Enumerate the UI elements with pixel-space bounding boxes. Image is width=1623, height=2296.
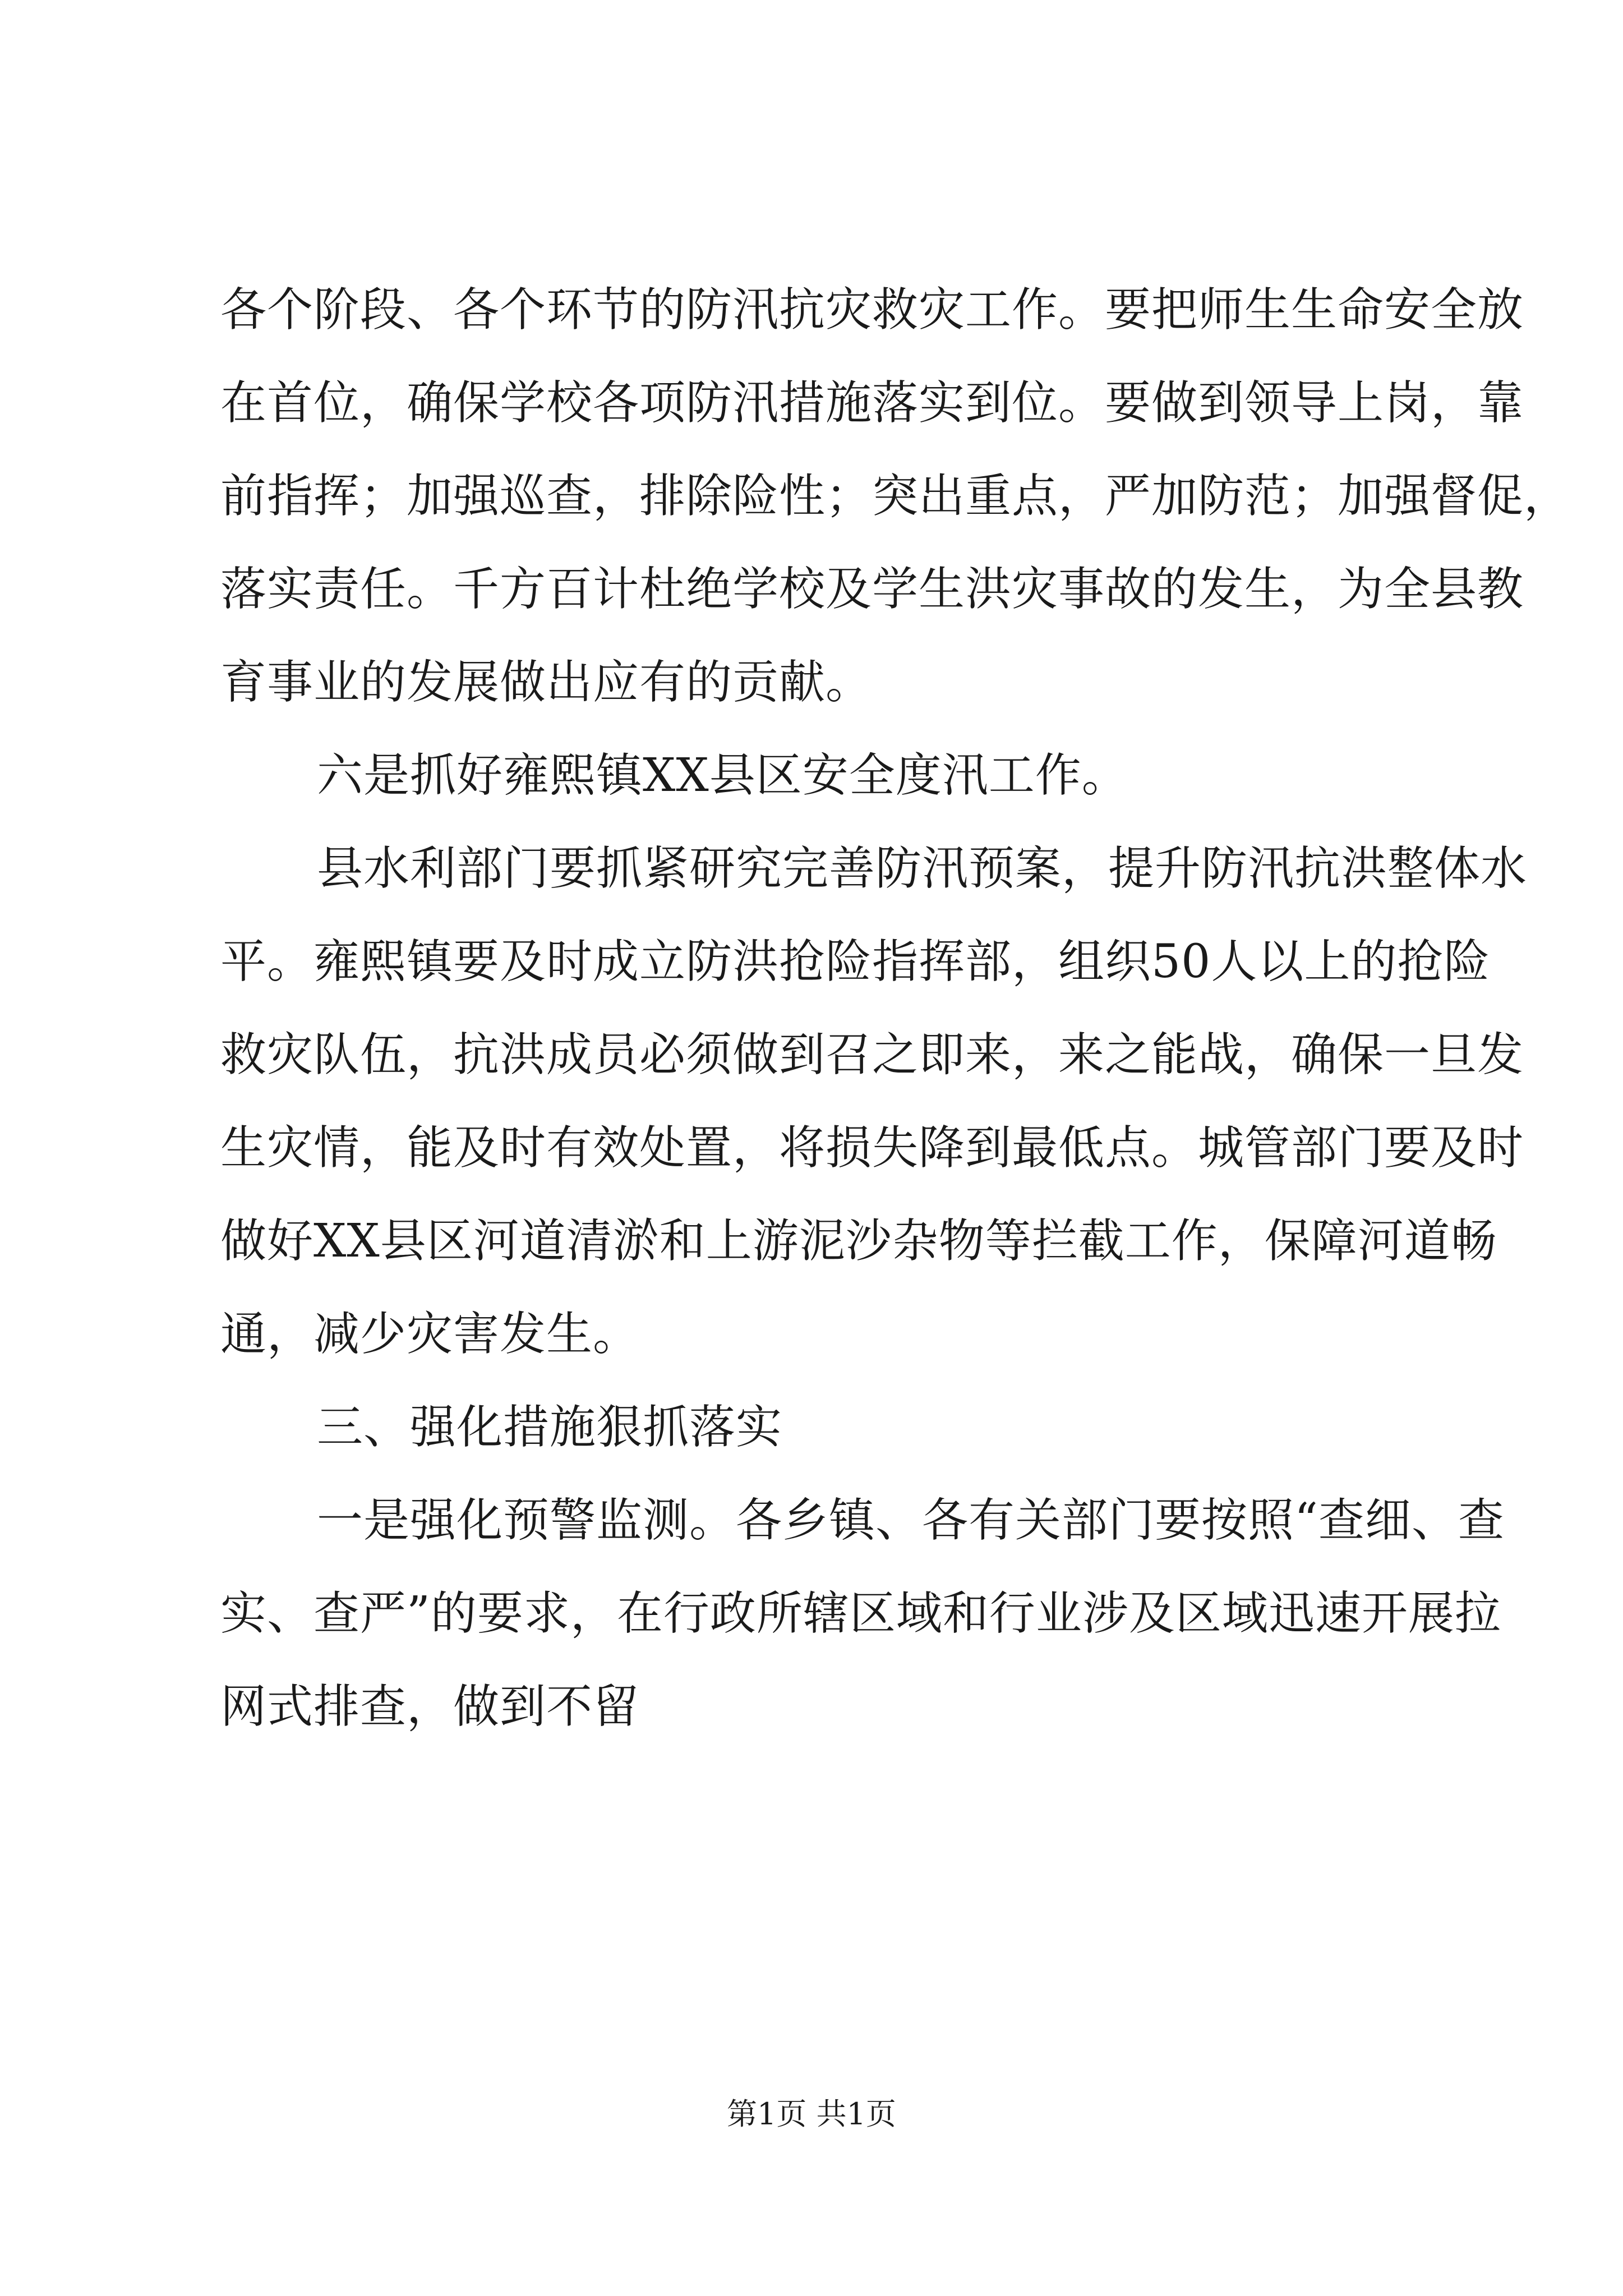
text-line: 救灾队伍，抗洪成员必须做到召之即来，来之能战，确保一旦发 [220, 1028, 1524, 1082]
text-line: 落实责任。千方百计杜绝学校及学生洪灾事故的发生，为全县教 [220, 563, 1524, 616]
text-line: 平。雍熙镇要及时成立防洪抢险指挥部，组织50人以上的抢险 [220, 935, 1491, 988]
text-line: 通，减少灾害发生。 [220, 1308, 640, 1361]
text-line: 网式排查，做到不留 [220, 1680, 640, 1733]
text-line: 在首位，确保学校各项防汛措施落实到位。要做到领导上岗，靠 [220, 376, 1524, 430]
body-text [220, 264, 1571, 1754]
text-line: 前指挥；加强巡查，排除险性；突出重点，严加防范；加强督促， [220, 470, 1571, 523]
paragraph-heading: 六是抓好雍熙镇XX县区安全度汛工作。 [317, 749, 1128, 802]
text-line: 一是强化预警监测。各乡镇、各有关部门要按照“查细、查 [317, 1494, 1505, 1547]
text-line: 做好XX县区河道清淤和上游泥沙杂物等拦截工作，保障河道畅 [220, 1214, 1497, 1268]
section-heading: 三、强化措施狠抓落实 [317, 1401, 783, 1454]
text-line: 各个阶段、各个环节的防汛抗灾救灾工作。要把师生生命安全放 [220, 283, 1524, 337]
text-line: 生灾情，能及时有效处置，将损失降到最低点。城管部门要及时 [220, 1121, 1524, 1175]
text-line: 实、查严”的要求，在行政所辖区域和行业涉及区域迅速开展拉 [220, 1587, 1501, 1640]
text-line: 县水利部门要抓紧研究完善防汛预案，提升防汛抗洪整体水 [317, 842, 1528, 895]
page-footer: 第1页 共1页 [727, 2096, 896, 2132]
text-line: 育事业的发展做出应有的贡献。 [220, 656, 873, 709]
